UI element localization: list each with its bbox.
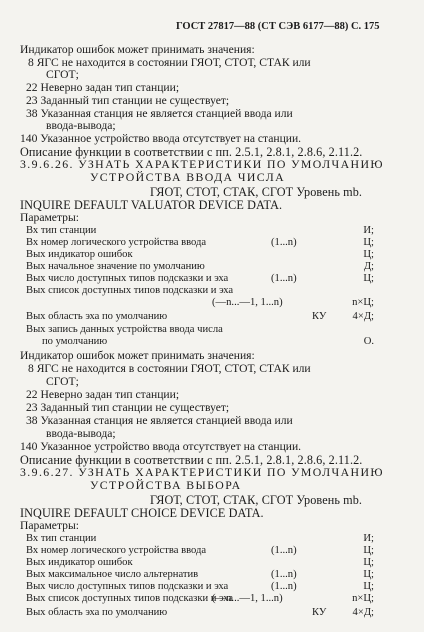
param-name: Вых область эха по умолчанию bbox=[26, 607, 168, 618]
text-line: СГОТ; bbox=[46, 68, 79, 81]
param-name: Вых индикатор ошибок bbox=[26, 557, 133, 568]
text-line: 140 Указанное устройство ввода отсутствует на станции. bbox=[20, 132, 302, 145]
param-type: n×Ц; bbox=[352, 297, 374, 308]
param-type: Ц; bbox=[363, 237, 374, 248]
param-range: (1...n) bbox=[271, 581, 297, 592]
section-heading: 3.9.6.27. УЗНАТЬ ХАРАКТЕРИСТИКИ ПО УМОЛЧАНИЮ bbox=[20, 465, 384, 479]
text-line: Параметры: bbox=[20, 211, 79, 224]
param-type: О. bbox=[363, 336, 374, 347]
param-name: Вых запись данных устройства ввода числа bbox=[26, 324, 223, 335]
text-line: ввода-вывода; bbox=[46, 119, 116, 132]
param-name: Вых список доступных типов подсказки и эха bbox=[26, 593, 234, 604]
text-line: ГЯОТ, СТОТ, СТАК, СГОТ Уровень mb. bbox=[150, 493, 363, 507]
text-line: 8 ЯГС не находится в состоянии ГЯОТ, СТОТ, СТАК или bbox=[28, 56, 311, 69]
text-line: Параметры: bbox=[20, 519, 79, 532]
text-line: 140 Указанное устройство ввода отсутствует на станции. bbox=[20, 440, 302, 453]
param-range: (1...n) bbox=[271, 237, 297, 248]
param-type: Ц; bbox=[363, 581, 374, 592]
param-type: n×Ц; bbox=[352, 593, 374, 604]
text-line: 23 Заданный тип станции не существует; bbox=[26, 94, 230, 107]
param-name: Вх тип станции bbox=[26, 225, 97, 236]
param-range: (1...n) bbox=[271, 569, 297, 580]
param-name: Вых область эха по умолчанию bbox=[26, 311, 168, 322]
param-range: (1...n) bbox=[271, 545, 297, 556]
text-line: 23 Заданный тип станции не существует; bbox=[26, 401, 230, 414]
param-type: Д; bbox=[363, 261, 374, 272]
param-range: КУ bbox=[312, 311, 327, 322]
param-type: Ц; bbox=[363, 557, 374, 568]
text-line: ввода-вывода; bbox=[46, 427, 116, 440]
text-line: СГОТ; bbox=[46, 375, 79, 388]
param-name: Вых список доступных типов подсказки и эха bbox=[26, 285, 234, 296]
param-name: Вых индикатор ошибок bbox=[26, 249, 133, 260]
param-name: Вх номер логического устройства ввода bbox=[26, 237, 207, 248]
param-type: 4×Д; bbox=[352, 607, 374, 618]
param-range: КУ bbox=[312, 607, 327, 618]
text-line: 22 Неверно задан тип станции; bbox=[26, 81, 180, 94]
section-heading: УСТРОЙСТВА ВЫБОРА bbox=[90, 478, 242, 492]
param-name: по умолчанию bbox=[42, 336, 108, 347]
param-type: Ц; bbox=[363, 545, 374, 556]
text-line: INQUIRE DEFAULT CHOICE DEVICE DATA. bbox=[20, 506, 264, 520]
section-heading: 3.9.6.26. УЗНАТЬ ХАРАКТЕРИСТИКИ ПО УМОЛЧАНИЮ bbox=[20, 157, 384, 171]
page-header: ГОСТ 27817—88 (СТ СЭВ 6177—88) С. 175 bbox=[176, 21, 380, 32]
param-name: Вых число доступных типов подсказки и эха bbox=[26, 581, 229, 592]
text-line: Описание функции в соответствии с пп. 2.5.1, 2.8.1, 2.8.6, 2.11.2. bbox=[20, 453, 363, 467]
text-line: 38 Указанная станция не является станцией ввода или bbox=[26, 107, 293, 120]
text-line: ГЯОТ, СТОТ, СТАК, СГОТ Уровень mb. bbox=[150, 185, 363, 199]
param-range: (—n...—1, 1...n) bbox=[212, 297, 283, 308]
param-name: Вх номер логического устройства ввода bbox=[26, 545, 207, 556]
param-range: (—n...—1, 1...n) bbox=[212, 593, 283, 604]
text-line: 8 ЯГС не находится в состоянии ГЯОТ, СТОТ, СТАК или bbox=[28, 362, 311, 375]
text-line: Индикатор ошибок может принимать значения: bbox=[20, 349, 255, 362]
param-type: Ц; bbox=[363, 273, 374, 284]
text-line: 38 Указанная станция не является станцией ввода или bbox=[26, 414, 293, 427]
param-range: (1...n) bbox=[271, 273, 297, 284]
param-name: Вых максимальное число альтернатив bbox=[26, 569, 199, 580]
text-line: Индикатор ошибок может принимать значения: bbox=[20, 43, 255, 56]
section-heading: УСТРОЙСТВА ВВОДА ЧИСЛА bbox=[90, 170, 286, 184]
param-type: Ц; bbox=[363, 249, 374, 260]
param-name: Вх тип станции bbox=[26, 533, 97, 544]
param-type: Ц; bbox=[363, 569, 374, 580]
text-line: Описание функции в соответствии с пп. 2.5.1, 2.8.1, 2.8.6, 2.11.2. bbox=[20, 145, 363, 159]
param-name: Вых начальное значение по умолчанию bbox=[26, 261, 205, 272]
text-line: INQUIRE DEFAULT VALUATOR DEVICE DATA. bbox=[20, 198, 283, 212]
param-name: Вых число доступных типов подсказки и эха bbox=[26, 273, 229, 284]
param-type: И; bbox=[363, 533, 374, 544]
param-type: 4×Д; bbox=[352, 311, 374, 322]
param-type: И; bbox=[363, 225, 374, 236]
text-line: 22 Неверно задан тип станции; bbox=[26, 388, 180, 401]
